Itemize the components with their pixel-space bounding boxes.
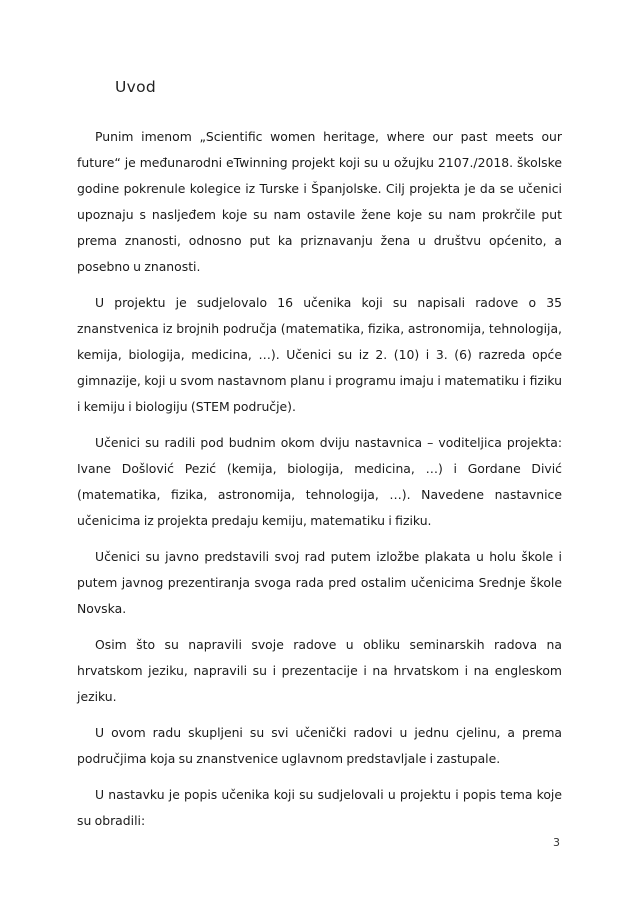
paragraph-teachers: Učenici su radili pod budnim okom dviju nastavnica – voditeljica projekta: Ivane Došlović Pezić (kemija, biologija, medicina, …) i Gordane Divić (matematika, fizika, astronomija, tehnologija, …). Navedene nastavnice učenicima iz projekta predaju kemiju, matematiku i fiziku. bbox=[77, 435, 562, 528]
paragraph-participants: U projektu je sudjelovalo 16 učenika koji su napisali radove o 35 znanstvenica iz brojnih područja (matematika, fizika, astronomija, tehnologija, kemija, biologija, medicina, …). Učenici su iz 2. (10) i 3. (6) razreda opće gimnazije, koji u svom nastavnom planu i programu imaju i matematiku i fiziku i kemiju i biologiju (STEM područje). bbox=[77, 295, 562, 414]
paragraph-languages: Osim što su napravili svoje radove u obliku seminarskih radova na hrvatskom jeziku, napravili su i prezentacije i na hrvatskom i na engleskom jeziku. bbox=[77, 637, 562, 704]
body-text bbox=[77, 124, 562, 844]
paragraph-presentation: Učenici su javno predstavili svoj rad putem izložbe plakata u holu škole i putem javnog prezentiranja svoga rada pred ostalim učenicima Srednje škole Novska. bbox=[77, 549, 562, 616]
paragraph-collection: U ovom radu skupljeni su svi učenički radovi u jednu cjelinu, a prema područjima koja su znanstvenice uglavnom predstavljale i zastupale. bbox=[77, 725, 562, 766]
page-number: 3 bbox=[553, 836, 560, 849]
section-heading: Uvod bbox=[115, 78, 157, 96]
paragraph-list-intro: U nastavku je popis učenika koji su sudjelovali u projektu i popis tema koje su obradili: bbox=[77, 787, 562, 828]
paragraph-intro: Punim imenom „Scientific women heritage, where our past meets our future“ je međunarodni eTwinning projekt koji su u ožujku 2107./2018. školske godine pokrenule kolegice iz Turske i Španjolske. Cilj projekta je da se učenici upoznaju s nasljeđem koje su nam ostavile žene koje su nam prokrčile put prema znanosti, odnosno put ka priznavanju žena u društvu općenito, a posebno u znanosti. bbox=[77, 129, 562, 274]
